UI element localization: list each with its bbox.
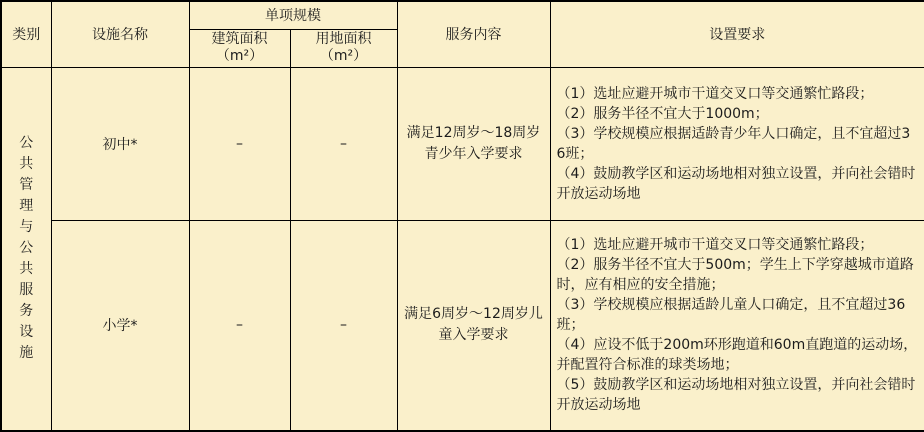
- cell-land-area-middle-school: –: [290, 67, 397, 220]
- requirement-item: （1）选址应避开城市干道交叉口等交通繁忙路段；: [556, 237, 874, 254]
- cell-building-area-middle-school: –: [189, 67, 290, 220]
- header-category: 类别: [1, 1, 51, 67]
- requirement-item: （3）学校规模应根据适龄儿童人口确定，且不宜超过36班；: [556, 297, 906, 334]
- cell-facility-primary-school: 小学*: [51, 220, 189, 431]
- requirement-item: （3）学校规模应根据适龄青少年人口确定，且不宜超过36班；: [556, 125, 911, 162]
- requirement-item: （2）服务半径不宜大于1000m；: [556, 105, 769, 122]
- table-row-primary-school: [1, 220, 924, 431]
- header-scale-group: 单项规模: [189, 1, 397, 29]
- header-land-area: [290, 29, 397, 67]
- requirement-item: （4）应设不低于200m环形跑道和60m直跑道的运动场，并配置符合标准的球类场地；: [556, 337, 918, 374]
- cell-facility-middle-school: 初中*: [51, 67, 189, 220]
- cell-requirements-primary-school: [550, 220, 924, 431]
- cell-building-area-primary-school: –: [189, 220, 290, 431]
- header-facility-name: 设施名称: [51, 1, 189, 67]
- cell-service-primary-school: 满足6周岁～12周岁儿童入学要求: [397, 220, 550, 431]
- cell-service-middle-school: 满足12周岁～18周岁青少年入学要求: [397, 67, 550, 220]
- requirement-item: （4）鼓励教学区和运动场地相对独立设置，并向社会错时开放运动场地: [556, 165, 916, 202]
- header-requirements: 设置要求: [550, 1, 924, 67]
- cell-land-area-primary-school: –: [290, 220, 397, 431]
- header-land-area-unit: （m²）: [319, 48, 368, 64]
- header-land-area-label: 用地面积: [315, 31, 372, 47]
- header-service-content: 服务内容: [397, 1, 550, 67]
- header-building-area-unit: （m²）: [215, 48, 264, 64]
- requirement-item: （2）服务半径不宜大于500m；学生上下学穿越城市道路时，应有相应的安全措施；: [556, 257, 914, 294]
- header-building-area-label: 建筑面积: [211, 31, 268, 47]
- requirement-item: （5）鼓励教学区和运动场地相对独立设置，并向社会错时开放运动场地: [556, 377, 916, 414]
- requirement-item: （1）选址应避开城市干道交叉口等交通繁忙路段；: [556, 85, 874, 102]
- table-row-middle-school: [1, 67, 924, 220]
- cell-category: [1, 67, 51, 431]
- cell-requirements-middle-school: [550, 67, 924, 220]
- header-building-area: [189, 29, 290, 67]
- category-vertical-label: 公共管理与公共服务设施: [19, 135, 34, 362]
